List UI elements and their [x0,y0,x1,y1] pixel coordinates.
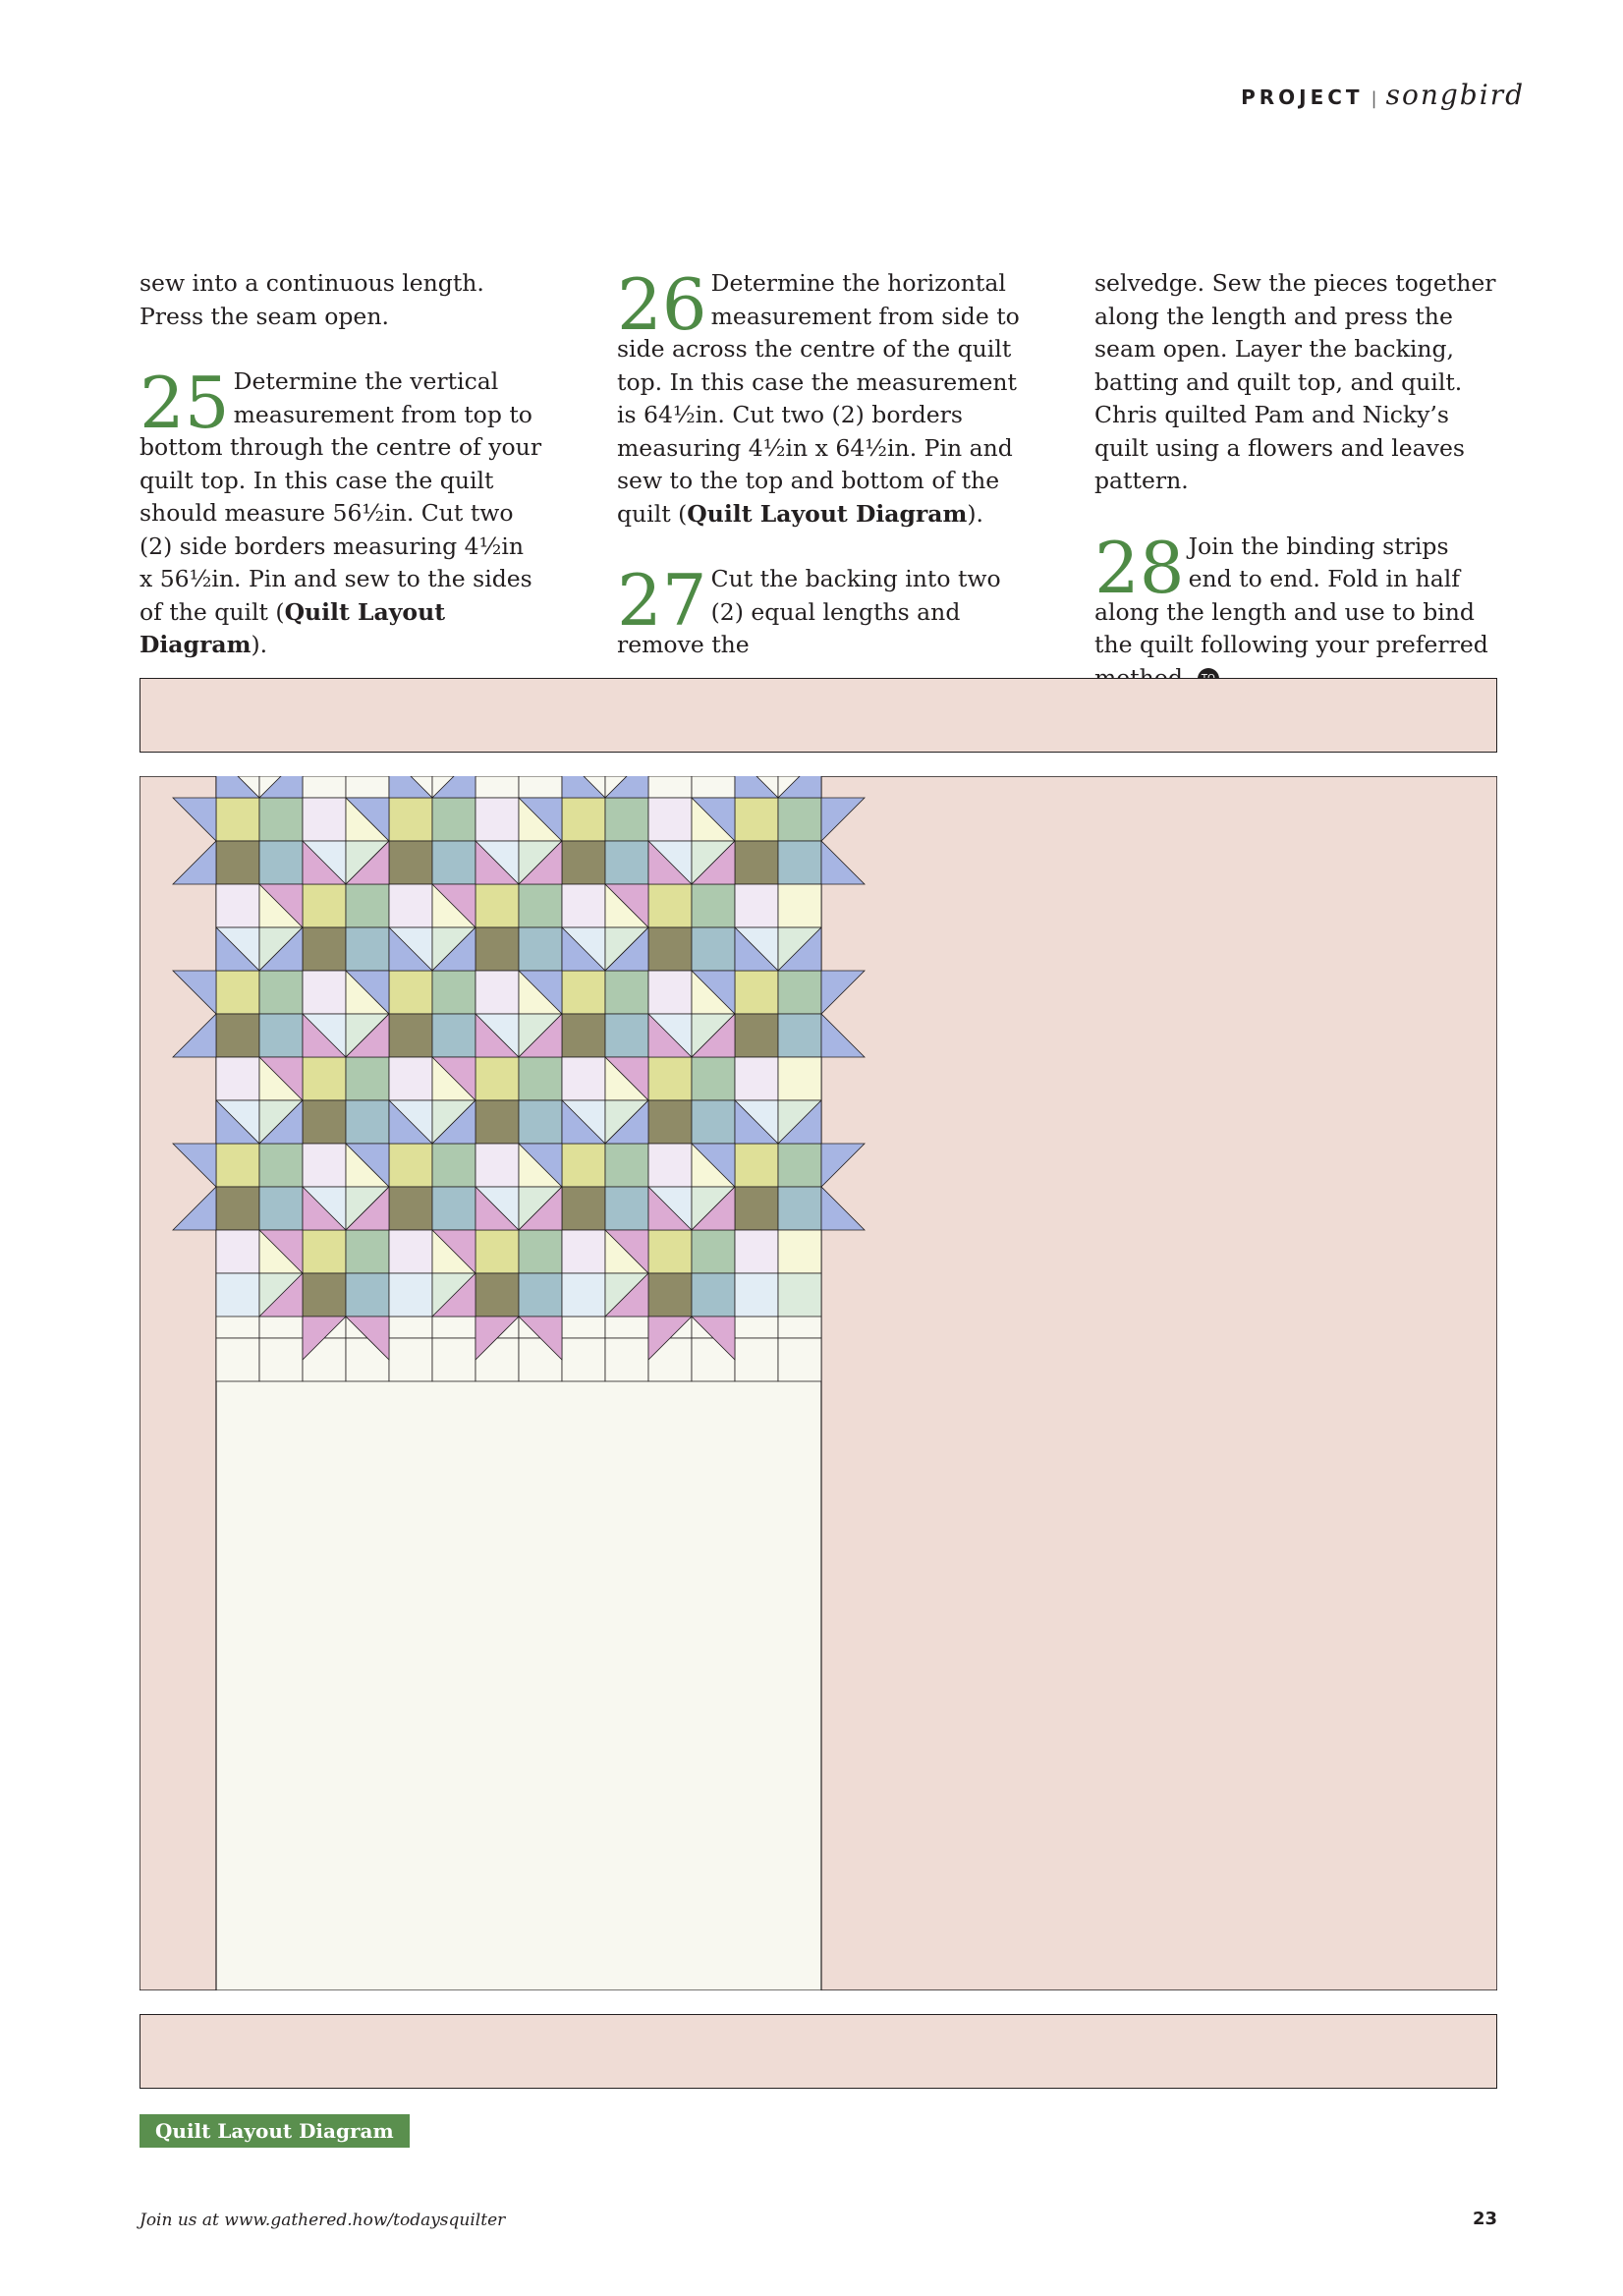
star-center-square [648,1057,692,1100]
star-center-square [432,1144,476,1187]
diagram-caption: Quilt Layout Diagram [140,2114,410,2148]
star-center-square [519,1230,562,1273]
pale-square [216,1230,259,1273]
pale-square [778,1273,821,1316]
pale-square [562,1273,605,1316]
star-center-square [778,1014,821,1057]
diagram-reference: Quilt Layout Diagram [140,597,446,658]
star-center-square [692,1230,735,1273]
star-center-square [692,1057,735,1100]
star-center-square [476,1230,519,1273]
star-center-square [216,1187,259,1230]
section-kicker: PROJECT [1241,85,1364,109]
star-center-square [259,1187,303,1230]
star-center-square [216,1014,259,1057]
step-number: 26 [617,263,707,346]
star-center-square [692,927,735,971]
star-center-square [735,798,778,841]
star-center-square [259,798,303,841]
star-center-square [216,1144,259,1187]
step-number: 28 [1094,526,1185,609]
star-center-square [389,1144,432,1187]
star-center-square [692,1100,735,1144]
quilt-grid-square [605,1338,648,1381]
pale-square [303,971,346,1014]
star-center-square [303,1057,346,1100]
star-center-square [562,1187,605,1230]
star-center-square [389,841,432,884]
pale-square [648,798,692,841]
star-center-square [303,884,346,927]
star-center-square [303,1273,346,1316]
star-center-square [605,798,648,841]
star-center-square [648,1273,692,1316]
pale-square [389,1230,432,1273]
star-center-square [346,1230,389,1273]
star-center-square [432,971,476,1014]
pale-square [303,798,346,841]
star-center-square [648,884,692,927]
star-center-square [216,971,259,1014]
star-center-square [216,798,259,841]
pale-square [562,884,605,927]
quilt-grid-square [735,1338,778,1381]
pale-square [562,1057,605,1100]
pale-square [778,884,821,927]
star-center-square [389,971,432,1014]
star-center-square [476,884,519,927]
step-25 [140,362,542,662]
project-title: songbird [1385,79,1525,111]
star-center-square [648,1100,692,1144]
star-center-square [519,884,562,927]
star-center-square [346,884,389,927]
footer-website: Join us at www.gathered.how/todaysquilter [140,2211,506,2230]
pale-square [303,1144,346,1187]
star-center-square [562,1144,605,1187]
star-center-square [605,841,648,884]
star-center-square [259,1014,303,1057]
star-center-square [778,841,821,884]
star-center-square [735,841,778,884]
star-center-square [432,841,476,884]
pale-square [476,798,519,841]
step-text: Determine the vertical measurement from top to bottom through the centre of your quilt top. In this case the quilt should measure 56½in. Cut two (2) side borders measuring 4½in x 56½in. Pin and sew to the sides of the quilt ( [140,367,542,626]
star-center-square [648,927,692,971]
star-center-square [562,841,605,884]
star-center-square [692,1273,735,1316]
pale-square [562,1230,605,1273]
pale-square [735,884,778,927]
pale-square [216,884,259,927]
text-column-1 [140,267,542,695]
star-center-square [735,1187,778,1230]
star-center-square [303,1100,346,1144]
star-center-square [519,1273,562,1316]
star-center-square [346,1057,389,1100]
star-center-square [216,841,259,884]
step-number: 27 [617,559,707,642]
star-center-square [259,841,303,884]
star-center-square [259,1144,303,1187]
page-number: 23 [1472,2209,1497,2229]
pale-square [778,1230,821,1273]
star-center-square [476,927,519,971]
star-center-square [259,971,303,1014]
star-center-square [735,971,778,1014]
star-center-square [605,1014,648,1057]
star-center-square [519,927,562,971]
text-column-3 [1094,267,1497,727]
step-28 [1094,526,1497,696]
page-header [1241,79,1525,111]
step-text-end: ). [251,631,268,658]
quilt-grid-square [389,1338,432,1381]
pale-square [216,1057,259,1100]
star-center-square [432,798,476,841]
pale-square [476,1144,519,1187]
step-number: 25 [140,362,230,444]
star-center-square [389,1187,432,1230]
bottom-border-strip [140,2014,1497,2089]
star-center-square [346,1273,389,1316]
pale-square [778,1057,821,1100]
pale-square [648,1144,692,1187]
star-center-square [519,1100,562,1144]
star-center-square [562,798,605,841]
pale-square [389,1273,432,1316]
step-text: Join the binding strips end to end. Fold in half along the length and use to bind the quilt following your preferred [1094,532,1488,658]
quilt-layout-diagram [140,776,1497,1990]
quilt-grid-square [778,1338,821,1381]
star-center-square [735,1144,778,1187]
step-27-continued: selvedge. Sew the pieces together along the length and press the seam open. Layer the backing, batting and quilt top, and quilt. Chris quilted Pam and Nicky’s quilt using a flowers and leaves pattern. [1094,269,1496,494]
star-center-square [605,1144,648,1187]
star-center-square [605,1187,648,1230]
star-center-square [432,1014,476,1057]
quilt-grid-square [259,1338,303,1381]
intro-paragraph: sew into a continuous length. Press the seam open. [140,269,484,330]
star-center-square [476,1057,519,1100]
pale-square [735,1230,778,1273]
diagram-reference: Quilt Layout Diagram [687,499,968,528]
step-text: Determine the horizontal measurement from side to side across the centre of the quilt top. In this case the measurement is 64½in. Cut two (2) borders measuring 4½in x 64½in. Pin and sew to the top and bottom of the quilt ( [617,269,1020,528]
text-column-2 [617,263,1020,695]
star-center-square [346,1100,389,1144]
pale-square [735,1057,778,1100]
star-center-square [562,971,605,1014]
star-center-square [692,884,735,927]
step-27 [617,559,1020,662]
step-text: Cut the backing into two (2) equal lengths and remove the [617,565,1001,658]
quilt-grid-square [432,1338,476,1381]
header-separator: | [1371,88,1378,109]
star-center-square [648,1230,692,1273]
star-center-square [778,971,821,1014]
star-center-square [519,1057,562,1100]
star-center-square [346,927,389,971]
pale-square [389,1057,432,1100]
step-26 [617,263,1020,531]
pale-square [476,971,519,1014]
star-center-square [303,927,346,971]
star-center-square [778,1187,821,1230]
step-text-end: ). [967,499,984,528]
pale-square [735,1273,778,1316]
star-center-square [389,1014,432,1057]
top-border-strip [140,678,1497,753]
star-center-square [562,1014,605,1057]
quilt-grid-square [216,1338,259,1381]
star-center-square [778,1144,821,1187]
pale-square [216,1273,259,1316]
star-center-square [476,1100,519,1144]
quilt-grid-square [562,1338,605,1381]
star-center-square [303,1230,346,1273]
star-center-square [476,1273,519,1316]
star-center-square [735,1014,778,1057]
star-center-square [432,1187,476,1230]
star-center-square [389,798,432,841]
star-center-square [605,971,648,1014]
pale-square [389,884,432,927]
pale-square [648,971,692,1014]
star-center-square [778,798,821,841]
